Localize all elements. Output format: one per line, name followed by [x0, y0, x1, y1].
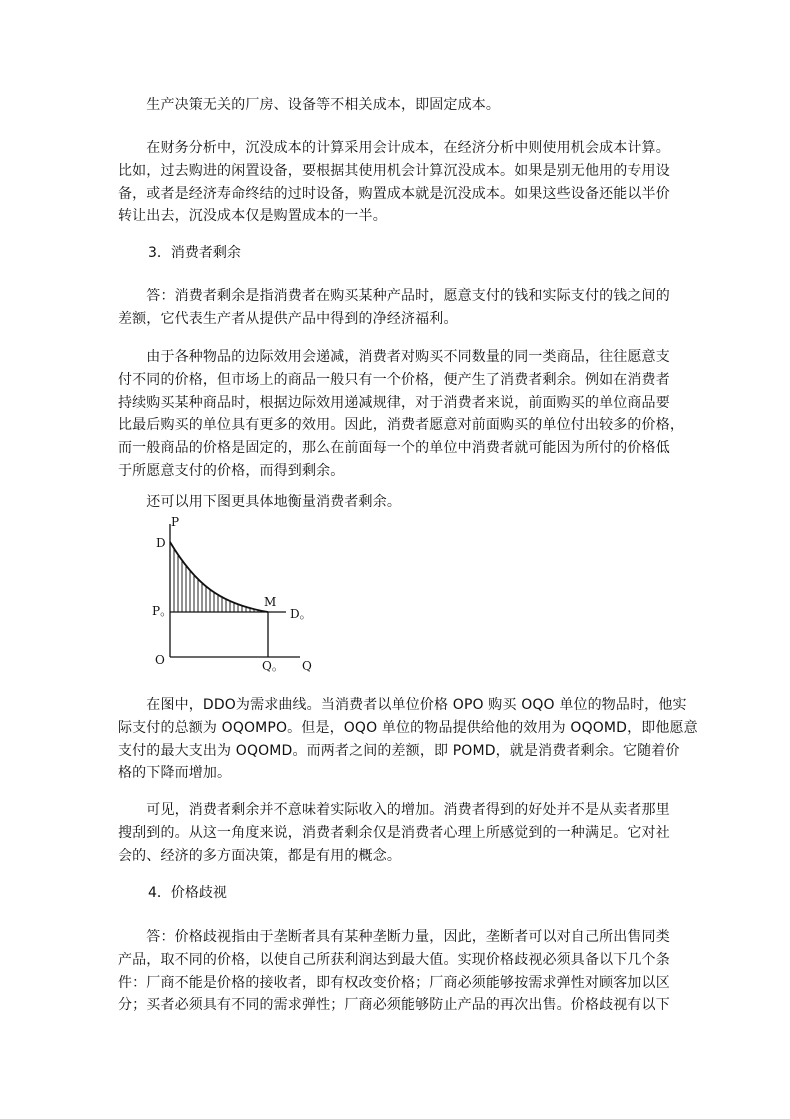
label-q-axis: Q: [302, 659, 312, 672]
label-m: M: [264, 595, 277, 609]
text-line: 搜刮到的。从这一角度来说，消费者剩余仅是消费者心理上所感觉到的一种满足。它对社: [118, 824, 670, 841]
label-d: D: [156, 536, 166, 550]
text-line: 付不同的价格，但市场上的商品一般只有一个价格，便产生了消费者剩余。例如在消费者: [118, 371, 670, 388]
text-line: 会的、经济的多方面决策，都是有用的概念。: [118, 847, 401, 864]
text-line: 分；买者必须具有不同的需求弹性；厂商必须能够防止产品的再次出售。价格歧视有以下: [118, 997, 670, 1014]
label-d0: D。: [290, 607, 312, 621]
label-p-axis: P: [171, 515, 180, 529]
label-origin: O: [155, 653, 165, 667]
consumer-surplus-diagram: [150, 514, 325, 672]
text-line: 格的下降而增加。: [118, 765, 232, 782]
text-line: 转让出去，沉没成本仅是购置成本的一半。: [118, 208, 387, 225]
paragraph-figure-intro: [118, 491, 678, 514]
paragraph-diminishing-utility: [118, 346, 684, 483]
text-line: 可见，消费者剩余并不意味着实际收入的增加。消费者得到的好处并不是从卖者那里: [118, 802, 670, 818]
text-line: 持续购买某种商品时，根据边际效用递减规律，对于消费者来说，前面购买的单位商品要: [118, 394, 670, 411]
label-p0: P。: [152, 604, 173, 618]
text-line: 际支付的总额为 OQOMPO。但是，OQO 单位的物品提供给他的效用为 OQOMD，即他愿意: [118, 719, 698, 736]
paragraph-consumer-surplus-definition: [118, 285, 678, 331]
text-line: 在财务分析中，沉没成本的计算采用会计成本，在经济分析中则使用机会成本计算。: [118, 140, 670, 156]
paragraph-fixed-cost: [118, 94, 678, 117]
section-heading-price-discrimination: 4．价格歧视: [148, 885, 227, 901]
text-line: 比如，过去购进的闲置设备，要根据其使用机会计算沉没成本。如果是别无他用的专用设: [118, 162, 670, 179]
text-line: 答：价格歧视指由于垄断者具有某种垄断力量，因此，垄断者可以对自己所出售同类: [118, 929, 670, 945]
text-line: 由于各种物品的边际效用会递减，消费者对购买不同数量的同一类商品，往往愿意支: [118, 349, 670, 365]
text-line: 比最后购买的单位具有更多的效用。因此，消费者愿意对前面购买的单位付出较多的价格，: [118, 417, 684, 434]
text-line: 于所愿意支付的价格，而得到剩余。: [118, 462, 345, 479]
text-line: 而一般商品的价格是固定的，那么在前面每一个的单位中消费者就可能因为所付的价格低: [118, 440, 670, 457]
paragraph-conclusion: [118, 799, 678, 867]
label-q0: Q。: [262, 659, 284, 672]
text-line: 差额，它代表生产者从提供产品中得到的净经济福利。: [118, 310, 458, 327]
paragraph-sunk-cost: [118, 137, 678, 228]
text-line: 答：消费者剩余是指消费者在购买某种产品时，愿意支付的钱和实际支付的钱之间的: [118, 288, 670, 304]
text-line: 件：厂商不能是价格的接收者，即有权改变价格；厂商必须能够按需求弹性对顾客加以区: [118, 974, 670, 991]
text-line: 产品，取不同的价格，以使自己所获利润达到最大值。实现价格歧视必须具备以下几个条: [118, 951, 670, 968]
demand-curve: [170, 542, 268, 612]
surplus-hatching: [174, 534, 266, 612]
text-line: 在图中，DDO为需求曲线。当消费者以单位价格 OPO 购买 OQO 单位的物品时，他实: [118, 697, 687, 713]
section-heading-consumer-surplus: 3．消费者剩余: [148, 245, 241, 261]
text-line: 支付的最大支出为 OQOMD。而两者之间的差额，即 POMD，就是消费者剩余。它随着价: [118, 742, 680, 759]
paragraph-price-discrimination: [118, 926, 678, 1017]
text-line: 生产决策无关的厂房、设备等不相关成本，即固定成本。: [118, 97, 501, 113]
text-line: 还可以用下图更具体地衡量消费者剩余。: [118, 494, 401, 510]
text-line: 备，或者是经济寿命终结的过时设备，购置成本就是沉没成本。如果这些设备还能以半价: [118, 185, 670, 202]
paragraph-figure-explanation: [118, 694, 698, 785]
